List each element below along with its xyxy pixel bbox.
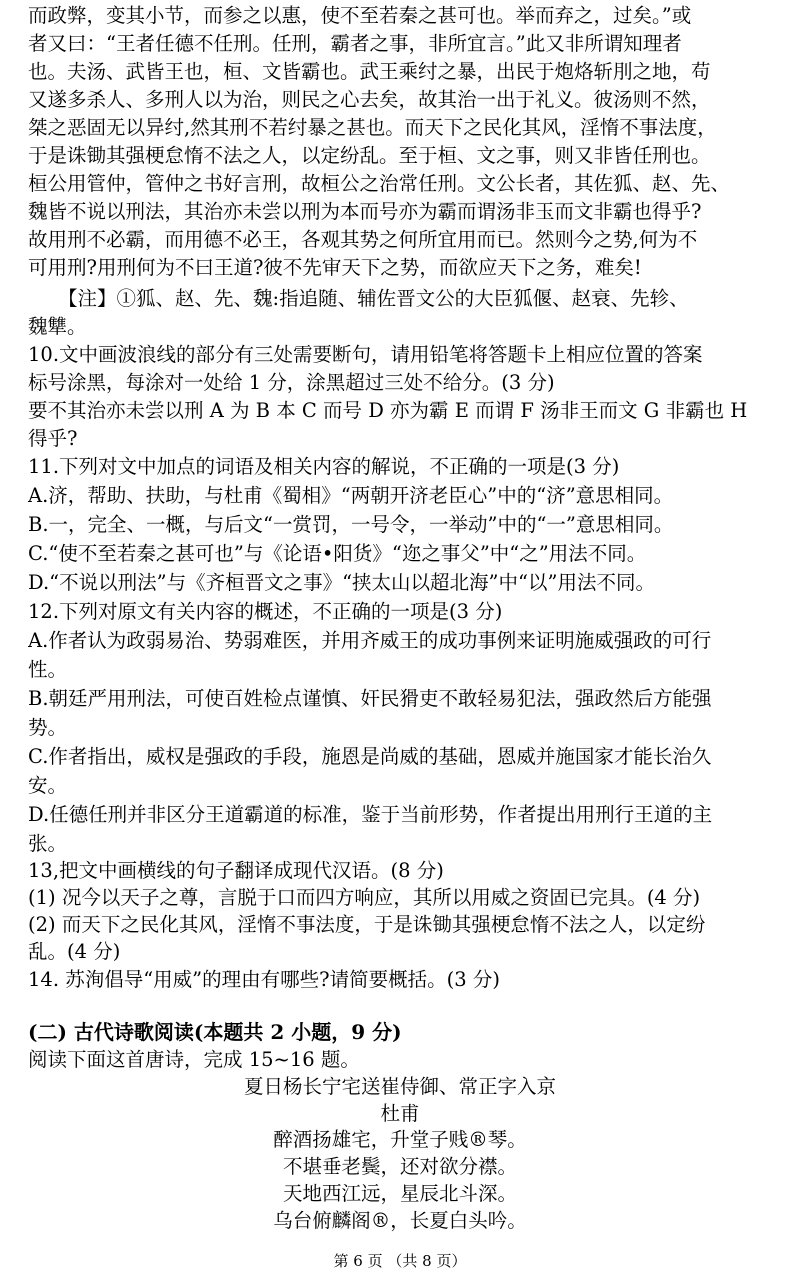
section-heading: (二) 古代诗歌阅读(本题共 2 小题，9 分) [28,1020,402,1044]
passage-line: 可用刑?用刑何为不曰王道?彼不先审天下之势，而欲应天下之务，难矣! [28,256,642,279]
passage-line: 桀之恶固无以异纣,然其刑不若纣暴之甚也。而天下之民化其风，淫惰不事法度， [28,116,717,139]
question-13-part-1: (1) 况今以天子之尊，言脱于口而四方响应，其所以用威之资固已完具。(4 分) [28,886,701,909]
passage-line: 于是诛锄其强梗怠惰不法之人，以定纷乱。至于桓、文之事，则又非皆任刑也。 [28,144,711,167]
question-12-option-b-cont: 势。 [28,716,68,739]
question-11-option-a: A.济，帮助、扶助，与杜甫《蜀相》“两朝开济老臣心”中的“济”意思相同。 [28,484,674,507]
passage-line: 故用刑不必霸，而用德不必王，各观其势之何所宜用而已。然则今之势,何为不 [28,228,698,251]
question-13: 13,把文中画横线的句子翻译成现代汉语。(8 分) [28,859,444,882]
question-12-option-b: B.朝廷严用刑法，可使百姓检点谨慎、奸民猾吏不敢轻易犯法，强政然后方能强 [28,687,712,710]
poem-line: 醉酒扬雄宅，升堂子贱®琴。 [273,1128,527,1151]
poem-line: 不堪垂老鬓，还对欲分襟。 [282,1155,517,1178]
passage-line: 又遂多杀人、多刑人以为治，则民之心去矣，故其治一出于礼义。彼汤则不然， [28,88,711,111]
passage-line: 魏皆不说以刑法，其治亦未尝以刑为本而号亦为霸而谓汤非玉而文非霸也得乎? [28,200,702,223]
question-11: 11.下列对文中加点的词语及相关内容的解说，不正确的一项是(3 分) [28,455,620,478]
question-12-option-d: D.任德任刑并非区分王道霸道的标准，鉴于当前形势，作者提出用刑行王道的主 [28,803,713,826]
passage-line: 而政弊，变其小节，而参之以惠，使不至若秦之甚可也。举而弃之，过矣。”或 [28,4,692,27]
question-10: 10.文中画波浪线的部分有三处需要断句，请用铅笔将答题卡上相应位置的答案 [28,343,703,366]
question-12-option-c-cont: 安。 [28,774,68,797]
passage-line: 桓公用管仲，管仲之书好言刑，故桓公之治常任刑。文公长者，其佐狐、赵、先、 [28,172,731,195]
question-12-option-a: A.作者认为政弱易治、势弱难医，并用齐威王的成功事例来证明施威强政的可行 [28,629,712,652]
question-12-option-d-cont: 张。 [28,832,68,855]
passage-note: 【注】①狐、赵、先、魏:指追随、辅佐晋文公的大臣狐偃、赵衰、先轸、 [58,287,689,310]
question-13-part-2-cont: 乱。(4 分) [28,940,121,963]
poem-author: 杜甫 [380,1102,420,1125]
question-12-option-a-cont: 性。 [28,658,68,681]
question-13-part-2: (2) 而天下之民化其风，淫惰不事法度，于是诛锄其强梗怠惰不法之人，以定纷 [28,913,706,936]
question-14: 14. 苏洵倡导“用威”的理由有哪些?请简要概括。(3 分) [28,968,500,991]
question-10-cont: 标号涂黑，每涂对一处给 1 分，涂黑超过三处不给分。(3 分) [28,371,555,394]
section-instruction: 阅读下面这首唐诗，完成 15~16 题。 [28,1048,360,1071]
page-number: 第 6 页 （共 8 页） [333,1252,467,1270]
question-12: 12.下列对原文有关内容的概述，不正确的一项是(3 分) [28,600,503,623]
question-11-option-c: C.“使不至若秦之甚可也”与《论语•阳货》“迩之事父”中“之”用法不同。 [28,542,647,565]
poem-line: 乌台俯麟阁®，长夏白头吟。 [273,1209,527,1232]
question-10-text: 要不其治亦未尝以刑 A 为 B 本 C 而号 D 亦为霸 E 而谓 F 汤非王而文 G 非霸也 H [28,399,748,422]
question-11-option-d: D.“不说以刑法”与《齐桓晋文之事》“挟太山以超北海”中“以”用法不同。 [28,571,655,594]
poem-line: 天地西江远，星辰北斗深。 [282,1182,517,1205]
question-12-option-c: C.作者指出，威权是强政的手段，施恩是尚威的基础，恩威并施国家才能长治久 [28,745,712,768]
passage-note-cont: 魏犨。 [28,315,87,338]
poem-title: 夏日杨长宁宅送崔侍御、常正字入京 [243,1075,556,1098]
question-11-option-b: B.一，完全、一概，与后文“一赏罚，一号令，一举动”中的“一”意思相同。 [28,513,674,536]
passage-line: 者又曰：“王者任德不任刑。任刑，霸者之事，非所宜言。”此又非所谓知理者 [28,32,682,55]
question-10-text-cont: 得乎? [28,427,78,450]
passage-line: 也。夫汤、武皆王也，桓、文皆霸也。武王乘纣之暴，出民于炮烙斩刖之地，苟 [28,60,711,83]
